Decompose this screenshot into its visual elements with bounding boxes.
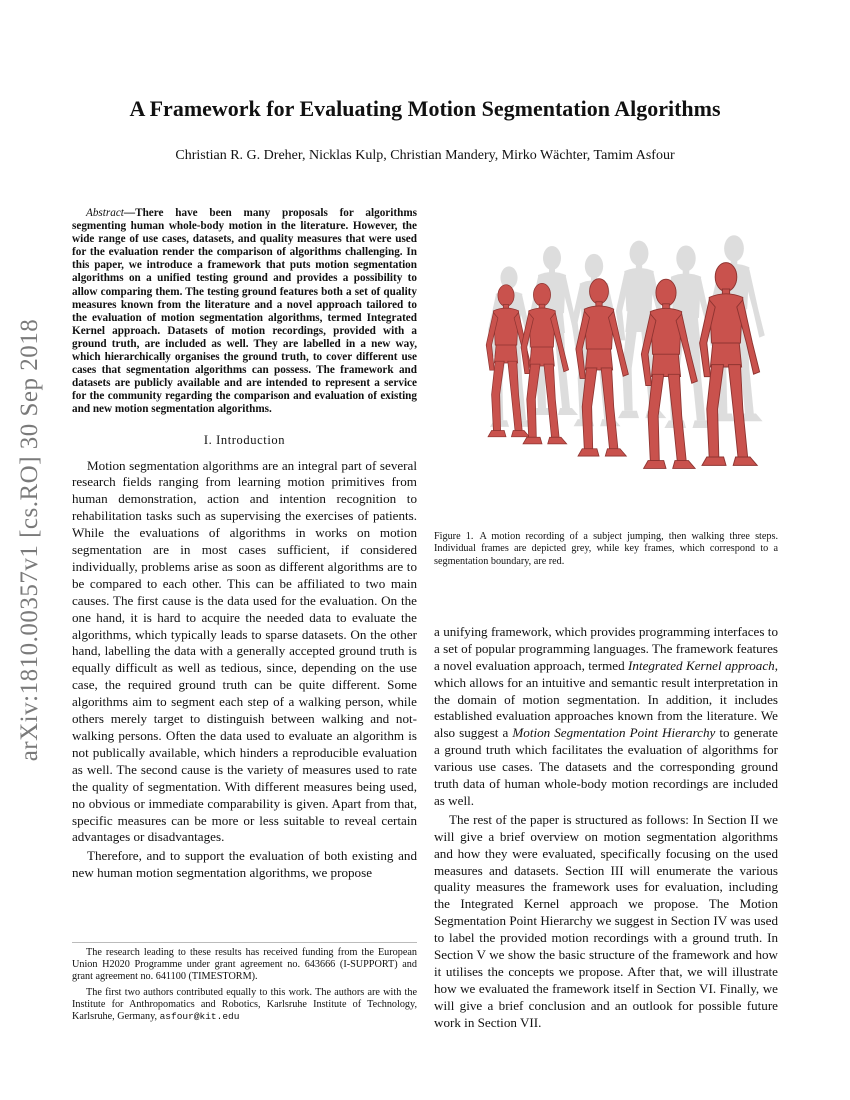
abstract-lead: Abstract bbox=[86, 207, 124, 219]
right-p1-part-a: a unifying framework, which provides programming interfaces to a set of popular programming languages. The framework features a novel evaluation approach, termed bbox=[434, 623, 778, 673]
term-integrated-kernel: Integrated Kernel approach bbox=[628, 657, 775, 673]
author-email: asfour@kit.edu bbox=[159, 1011, 240, 1023]
footnote-funding: The research leading to these results has received funding from the European Union H2020 Programme under grant agreement no. 643666 (I-SUPPORT) and grant agreement no. 641100 (TIMESTORM). bbox=[72, 947, 417, 983]
right-column bbox=[434, 203, 778, 1032]
paper-title: A Framework for Evaluating Motion Segmentation Algorithms bbox=[129, 96, 721, 121]
intro-paragraph-2: Therefore, and to support the evaluation of both existing and new human motion segmentation algorithms, we propose bbox=[72, 848, 417, 881]
footnote-affiliation-text: The first two authors contributed equally to this work. The authors are with the Institute for Anthropomatics and Robotics, Karlsruhe Institute of Technology, Karlsruhe, Germany, bbox=[72, 986, 417, 1023]
left-column bbox=[72, 207, 417, 882]
arxiv-identifier: arXiv:1810.00357v1 [cs.RO] 30 Sep 2018 bbox=[16, 318, 43, 762]
right-p1-part-b: , which allows for an intuitive and semantic result interpretation in the domain of motion segmentation. In addition, it includes established evaluation approaches known from the literature. We also suggest a bbox=[434, 657, 778, 741]
intro-paragraph-1: Motion segmentation algorithms are an integral part of several research fields ranging from learning motion primitives from human demonstration, action and intention recognition to rehabilitation tasks such as supervising the exercises of patients. While the evaluations of algorithms in works on motion segmentation are in most cases sufficient, if considered individually, problems arise as soon as different algorithms are to be compared to each other. This can be affiliated to two main causes. The first cause is the data used for the evaluation. On the one hand, it is hard to acquire the needed data to evaluate the algorithms, which typically leads to sparse datasets. On the other hand, labelling the data with a generally accepted ground truth is equally difficult as well as tedious, since, depending on the use case, the required ground truth can be quite different. Some algorithms aim to segment each step of a walking person, while others merely target to distinguish between walking and not-walking persons. Often the data used to evaluate an algorithm is not publically available, which hinders a reproducible evaluation as well. The second cause is the variety of measures used to rate the quality of segmentation. With different measures being used, no obvious or immediate comparability is given. Apart from that, specific measures can be more or less suitable to reveal certain advantages or disadvantages. bbox=[72, 457, 417, 845]
figure-label: Figure 1. bbox=[434, 531, 474, 542]
arxiv-sidebar bbox=[10, 290, 50, 790]
footnote-affiliation bbox=[72, 987, 417, 1024]
figure-1-illustration bbox=[434, 203, 778, 503]
abstract bbox=[72, 207, 417, 417]
footnotes bbox=[72, 942, 417, 1026]
abstract-dash: — bbox=[123, 207, 136, 219]
figure-1-caption bbox=[434, 531, 778, 568]
right-paragraph-1 bbox=[434, 624, 778, 810]
motion-frames-figure bbox=[434, 203, 778, 503]
paper-authors: Christian R. G. Dreher, Nicklas Kulp, Christian Mandery, Mirko Wächter, Tamim Asfour bbox=[175, 148, 675, 163]
term-point-hierarchy: Motion Segmentation Point Hierarchy bbox=[512, 725, 716, 741]
right-paragraph-2: The rest of the paper is structured as follows: In Section II we will give a brief overview on motion segmentation algorithms and how they were evaluated, specifically focusing on the used measures and datasets. Section III will enumerate the various quality measures the framework uses for evaluation, including the Integrated Kernel approach we propose. The Motion Segmentation Point Hierarchy we suggest in Section IV was used to label the provided motion recordings with a ground truth. In Section V we show the basic structure of the framework and how it utilises the concepts we propose. After that, we will illustrate how we evaluated the framework itself in Section VI. Finally, we will give a brief conclusion and an outlook for possible future work in Section VII. bbox=[434, 811, 778, 1030]
right-p1-part-c: to generate a ground truth which facilitates the evaluation of algorithms for various use cases. The datasets and the corresponding ground truth data of human whole-body motion recordings are included as well. bbox=[434, 725, 778, 808]
figure-caption-text: A motion recording of a subject jumping, then walking three steps. Individual frames are depicted grey, while key frames, which correspond to a segmentation boundary, are red. bbox=[434, 531, 778, 567]
abstract-text: There have been many proposals for algorithms segmenting human whole-body motion in the literature. However, the wide range of use cases, datasets, and quality measures that were used for the evaluation render the comparison of algorithms challenging. In this paper, we introduce a framework that puts motion segmentation algorithms on a unified testing ground and provides a possibility to allow comparing them. The testing ground features both a set of quality measures known from the literature and a novel approach tailored to the evaluation of motion segmentation algorithms, termed Integrated Kernel approach. Datasets of motion recordings, provided with a ground truth, are included as well. They are labelled in a new way, which hierarchically organises the ground truth, to cover different use cases that segmentation algorithms can possess. The framework and datasets are publicly available and are intended to represent a service for the community regarding the comparison and evaluation of existing and new motion segmentation algorithms. bbox=[72, 207, 417, 416]
section-heading-introduction: I. Introduction bbox=[203, 432, 286, 447]
